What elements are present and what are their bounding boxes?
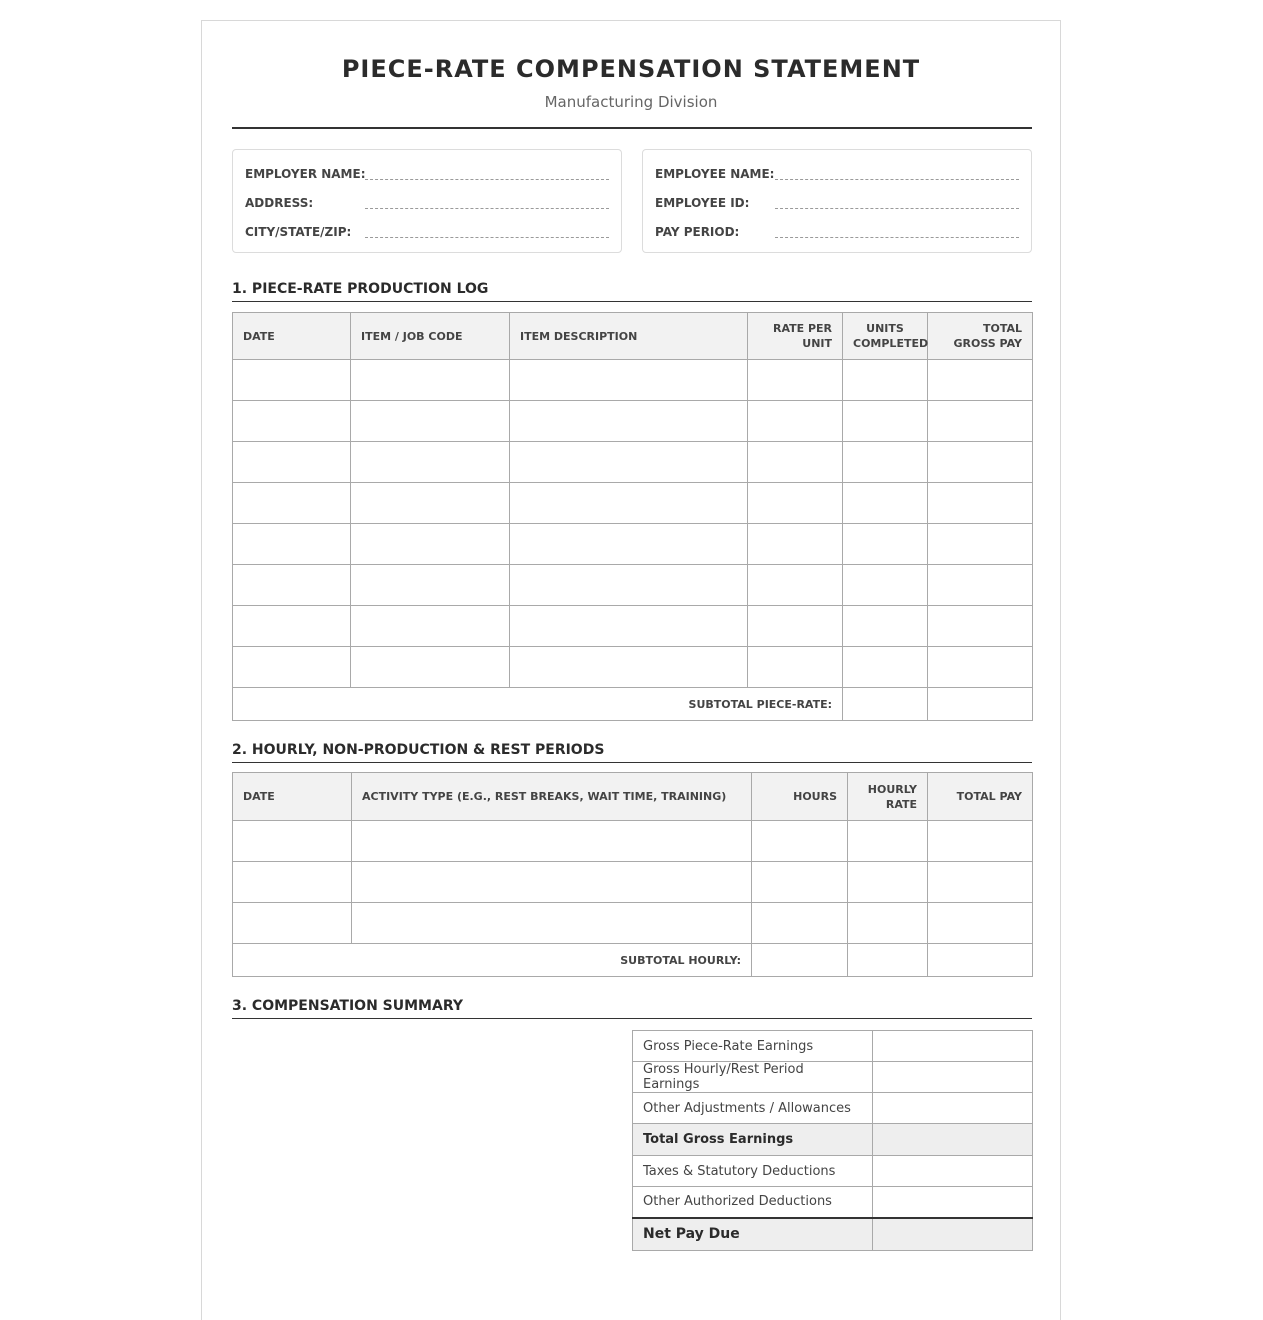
table-cell[interactable] <box>928 401 1033 442</box>
other-deductions-row <box>633 1187 1033 1218</box>
table-cell[interactable] <box>233 565 351 606</box>
pay-period-row <box>655 225 1019 245</box>
table-row <box>233 903 1033 944</box>
table-cell[interactable] <box>233 647 351 688</box>
employee-name-label: EMPLOYEE NAME: <box>655 167 775 181</box>
subtotal-hours-cell[interactable] <box>752 944 848 977</box>
table-row <box>233 606 1033 647</box>
table-cell[interactable] <box>510 565 748 606</box>
compensation-summary-table <box>632 1030 1033 1251</box>
subtotal-piece-rate-row <box>233 688 1033 721</box>
hourly-log-table <box>232 772 1033 977</box>
pay-period-label: PAY PERIOD: <box>655 225 740 239</box>
table-cell[interactable] <box>843 442 928 483</box>
subtotal-piece-rate-value[interactable] <box>928 688 1033 721</box>
table-cell[interactable] <box>928 360 1033 401</box>
table-row <box>233 360 1033 401</box>
table-cell[interactable] <box>752 903 848 944</box>
table-row <box>233 483 1033 524</box>
total-gross-earnings-value[interactable] <box>873 1124 1033 1156</box>
employer-name-label: EMPLOYER NAME: <box>245 167 366 181</box>
table-cell[interactable] <box>928 524 1033 565</box>
table-cell[interactable] <box>843 401 928 442</box>
gross-piece-rate-label: Gross Piece-Rate Earnings <box>633 1031 873 1062</box>
table-cell[interactable] <box>351 524 510 565</box>
table-row <box>233 442 1033 483</box>
table-cell[interactable] <box>351 565 510 606</box>
taxes-deductions-label: Taxes & Statutory Deductions <box>633 1156 873 1187</box>
employer-city-field[interactable] <box>365 237 609 238</box>
table-cell[interactable] <box>510 483 748 524</box>
subtotal-hourly-label: SUBTOTAL HOURLY: <box>233 944 752 977</box>
employer-address-field[interactable] <box>365 208 609 209</box>
table-cell[interactable] <box>928 442 1033 483</box>
table-cell[interactable] <box>351 483 510 524</box>
table-cell[interactable] <box>748 647 843 688</box>
col-date: DATE <box>233 313 351 360</box>
table-cell[interactable] <box>352 862 752 903</box>
table-cell[interactable] <box>352 821 752 862</box>
col-activity-type: ACTIVITY TYPE (E.G., REST BREAKS, WAIT TIME, TRAINING) <box>352 773 752 821</box>
employee-id-field[interactable] <box>775 208 1019 209</box>
table-cell[interactable] <box>928 606 1033 647</box>
employer-city-label: CITY/STATE/ZIP: <box>245 225 352 239</box>
table-cell[interactable] <box>928 821 1033 862</box>
other-deductions-label: Other Authorized Deductions <box>633 1187 873 1218</box>
table-cell[interactable] <box>748 565 843 606</box>
table-cell[interactable] <box>233 360 351 401</box>
total-gross-earnings-row <box>633 1124 1033 1156</box>
employer-city-row <box>245 225 609 245</box>
gross-piece-rate-row <box>633 1031 1033 1062</box>
taxes-deductions-row <box>633 1156 1033 1187</box>
table-cell[interactable] <box>233 524 351 565</box>
col-total-gross-pay: TOTAL GROSS PAY <box>928 313 1033 360</box>
page-subtitle: Manufacturing Division <box>544 93 718 111</box>
table-cell[interactable] <box>748 524 843 565</box>
employer-name-row <box>245 167 609 187</box>
table-row <box>233 524 1033 565</box>
net-pay-due-value[interactable] <box>873 1218 1033 1251</box>
statement-page <box>201 20 1061 1320</box>
col-rate-per-unit: RATE PER UNIT <box>748 313 843 360</box>
table-cell[interactable] <box>351 606 510 647</box>
table-cell[interactable] <box>848 862 928 903</box>
table-cell[interactable] <box>928 903 1033 944</box>
employee-id-label: EMPLOYEE ID: <box>655 196 750 210</box>
gross-hourly-label: Gross Hourly/Rest Period Earnings <box>633 1062 873 1093</box>
net-pay-due-label: Net Pay Due <box>633 1218 873 1251</box>
subtotal-rate-cell[interactable] <box>848 944 928 977</box>
employee-name-field[interactable] <box>775 179 1019 180</box>
gross-hourly-row <box>633 1062 1033 1093</box>
col-units-completed: UNITS COMPLETED <box>843 313 928 360</box>
employee-name-row <box>655 167 1019 187</box>
table-cell[interactable] <box>351 401 510 442</box>
other-adjustments-row <box>633 1093 1033 1124</box>
employer-info-box <box>232 149 622 253</box>
table-cell[interactable] <box>843 360 928 401</box>
summary-title: 3. COMPENSATION SUMMARY <box>232 998 1032 1019</box>
col-item-description: ITEM DESCRIPTION <box>510 313 748 360</box>
taxes-deductions-value[interactable] <box>873 1156 1033 1187</box>
table-cell[interactable] <box>510 647 748 688</box>
total-gross-earnings-label: Total Gross Earnings <box>633 1124 873 1156</box>
table-cell[interactable] <box>351 647 510 688</box>
table-cell[interactable] <box>233 903 352 944</box>
col-item-job-code: ITEM / JOB CODE <box>351 313 510 360</box>
other-deductions-value[interactable] <box>873 1187 1033 1218</box>
table-cell[interactable] <box>510 606 748 647</box>
table-row <box>233 401 1033 442</box>
employer-address-label: ADDRESS: <box>245 196 314 210</box>
employee-id-row <box>655 196 1019 216</box>
table-row <box>233 862 1033 903</box>
table-cell[interactable] <box>843 524 928 565</box>
table-cell[interactable] <box>233 442 351 483</box>
table-cell[interactable] <box>233 821 352 862</box>
col-total-pay: TOTAL PAY <box>928 773 1033 821</box>
subtotal-units-cell[interactable] <box>843 688 928 721</box>
subtotal-piece-rate-label: SUBTOTAL PIECE-RATE: <box>233 688 843 721</box>
table-cell[interactable] <box>928 647 1033 688</box>
hourly-log-header-row <box>233 773 1033 821</box>
table-cell[interactable] <box>848 903 928 944</box>
table-cell[interactable] <box>510 442 748 483</box>
production-log-body <box>233 360 1033 721</box>
table-cell[interactable] <box>843 647 928 688</box>
table-cell[interactable] <box>233 483 351 524</box>
col-date: DATE <box>233 773 352 821</box>
table-cell[interactable] <box>748 442 843 483</box>
table-cell[interactable] <box>510 360 748 401</box>
net-pay-due-row <box>633 1218 1033 1251</box>
table-cell[interactable] <box>843 606 928 647</box>
table-row <box>233 565 1033 606</box>
gross-hourly-value[interactable] <box>873 1062 1033 1093</box>
table-cell[interactable] <box>233 401 351 442</box>
table-cell[interactable] <box>843 483 928 524</box>
production-log-table <box>232 312 1033 721</box>
page-title: PIECE-RATE COMPENSATION STATEMENT <box>341 55 921 83</box>
other-adjustments-label: Other Adjustments / Allowances <box>633 1093 873 1124</box>
table-cell[interactable] <box>351 442 510 483</box>
production-log-title: 1. PIECE-RATE PRODUCTION LOG <box>232 281 1032 302</box>
employer-address-row <box>245 196 609 216</box>
table-cell[interactable] <box>748 360 843 401</box>
table-cell[interactable] <box>748 401 843 442</box>
table-cell[interactable] <box>351 360 510 401</box>
table-cell[interactable] <box>748 606 843 647</box>
table-cell[interactable] <box>748 483 843 524</box>
table-cell[interactable] <box>928 565 1033 606</box>
production-log-header-row <box>233 313 1033 360</box>
table-cell[interactable] <box>233 606 351 647</box>
hourly-log-title: 2. HOURLY, NON-PRODUCTION & REST PERIODS <box>232 742 1032 763</box>
col-hourly-rate: HOURLY RATE <box>848 773 928 821</box>
table-row <box>233 647 1033 688</box>
table-cell[interactable] <box>928 862 1033 903</box>
table-cell[interactable] <box>843 565 928 606</box>
table-cell[interactable] <box>352 903 752 944</box>
header-divider <box>232 127 1032 129</box>
col-hours: HOURS <box>752 773 848 821</box>
gross-piece-rate-value[interactable] <box>873 1031 1033 1062</box>
table-cell[interactable] <box>510 401 748 442</box>
table-cell[interactable] <box>848 821 928 862</box>
employer-name-field[interactable] <box>365 179 609 180</box>
other-adjustments-value[interactable] <box>873 1093 1033 1124</box>
subtotal-hourly-row <box>233 944 1033 977</box>
hourly-log-body <box>233 821 1033 977</box>
table-row <box>233 821 1033 862</box>
employee-info-box <box>642 149 1032 253</box>
table-cell[interactable] <box>928 483 1033 524</box>
pay-period-field[interactable] <box>775 237 1019 238</box>
table-cell[interactable] <box>233 862 352 903</box>
table-cell[interactable] <box>510 524 748 565</box>
table-cell[interactable] <box>752 862 848 903</box>
subtotal-hourly-value[interactable] <box>928 944 1033 977</box>
table-cell[interactable] <box>752 821 848 862</box>
